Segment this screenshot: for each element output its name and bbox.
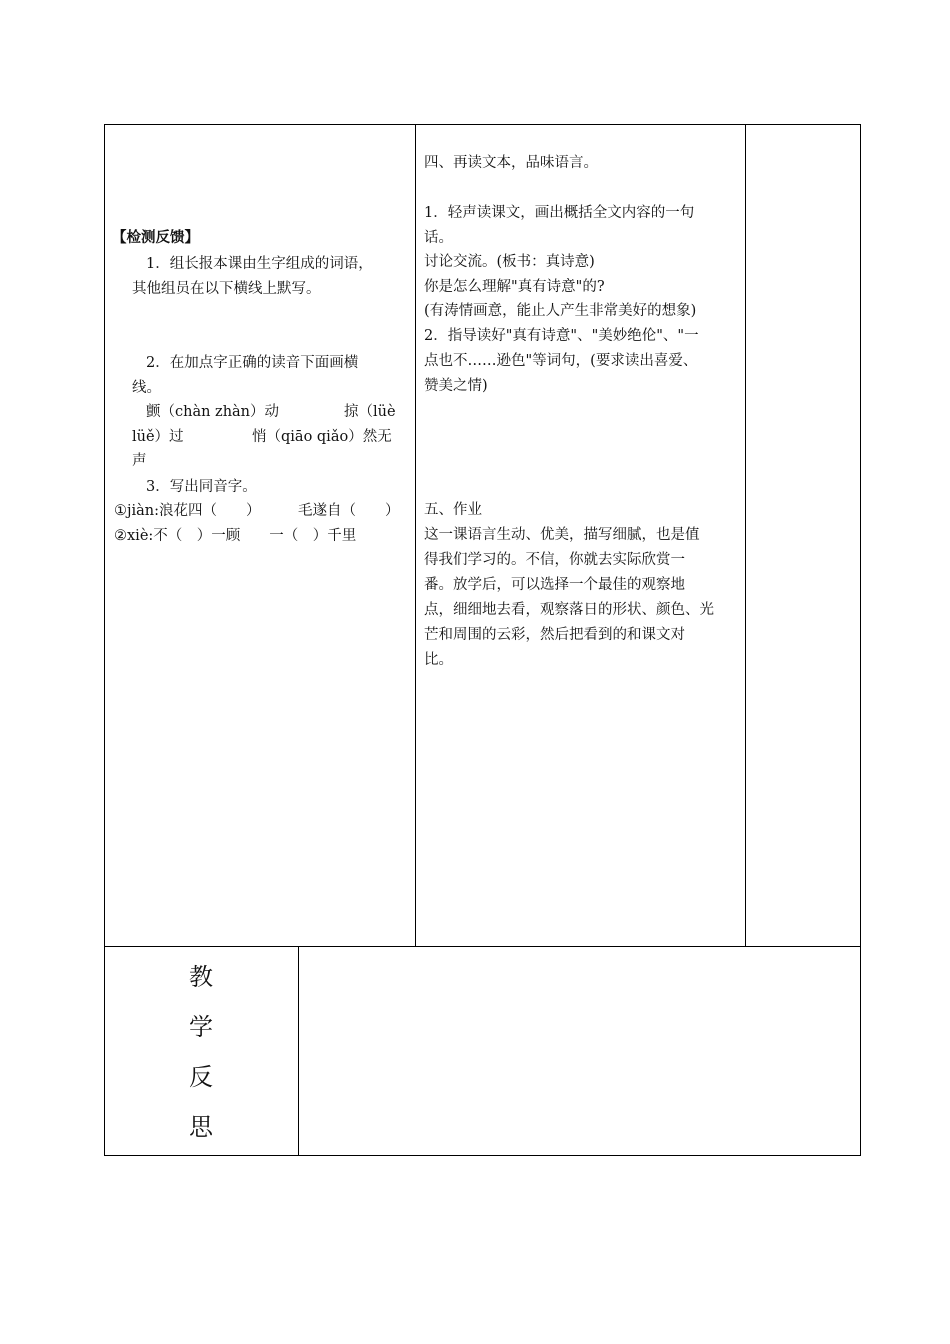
mid-p3: 你是怎么理解"真有诗意"的? — [424, 279, 605, 295]
homework-line-1: 这一课语言生动、优美，描写细腻，也是值 — [424, 527, 700, 543]
homework-line-4: 点，细细地去看，观察落日的形状、颜色、光 — [424, 602, 714, 618]
item2-line-b: 线。 — [132, 380, 161, 396]
homework-line-5: 芒和周围的云彩，然后把看到的和课文对 — [424, 627, 685, 643]
reflection-char-1: 教 — [189, 963, 213, 991]
mid-p2: 讨论交流。(板书：真诗意) — [424, 254, 595, 270]
item1-line-b: 其他组员在以下横线上默写。 — [132, 281, 321, 297]
reflection-divider — [298, 946, 299, 1156]
item3-heading: 3．写出同音字。 — [146, 479, 257, 495]
mid-p1-a: 1．轻声读课文，画出概括全文内容的一句 — [424, 205, 695, 221]
item2-word-2a: 掠（lüè — [344, 404, 396, 420]
item2-word-3: 悄（qiāo qiǎo）然无 — [252, 429, 392, 445]
mid-p5-c: 赞美之情) — [424, 378, 488, 394]
homework-line-6: 比。 — [424, 652, 453, 668]
item2-line-a: 2．在加点字正确的读音下面画横 — [146, 355, 359, 371]
homework-line-3: 番。放学后，可以选择一个最佳的观察地 — [424, 577, 685, 593]
homework-line-2: 得我们学习的。不信，你就去实际欣赏一 — [424, 552, 685, 568]
mid-p5-b: 点也不……逊色"等词句，(要求读出喜爱、 — [424, 353, 698, 369]
mid-p1-b: 话。 — [424, 230, 453, 246]
reflection-char-3: 反 — [189, 1063, 213, 1091]
feedback-heading: 【检测反馈】 — [112, 230, 199, 246]
table-right-border — [860, 124, 861, 1156]
reflection-char-4: 思 — [189, 1113, 213, 1141]
item3-row1a: ①jiàn:浪花四（ ） — [114, 503, 261, 519]
col-divider-1 — [415, 124, 416, 947]
table-bottom-border — [104, 1155, 861, 1156]
col-divider-2 — [745, 124, 746, 947]
section5-heading: 五、作业 — [424, 502, 482, 518]
item3-row2: ②xiè:不（ ）一顾 一（ ）千里 — [114, 528, 357, 544]
mid-p4: (有涛情画意，能止人产生非常美好的想象) — [424, 303, 697, 319]
item2-line-g: 声 — [132, 453, 147, 469]
row-divider — [104, 946, 861, 947]
item3-row1b: 毛遂自（ ） — [298, 503, 400, 519]
table-left-border — [104, 124, 105, 1156]
table-top-border — [104, 124, 861, 125]
reflection-char-2: 学 — [189, 1013, 213, 1041]
section4-heading: 四、再读文本，品味语言。 — [424, 155, 598, 171]
mid-p5-a: 2．指导读好"真有诗意"、"美妙绝伦"、"一 — [424, 328, 699, 344]
item2-word-1: 颤（chàn zhàn）动 — [146, 404, 280, 420]
item1-line-a: 1．组长报本课由生字组成的词语， — [146, 256, 373, 272]
item2-word-2b: lüě）过 — [132, 429, 184, 445]
